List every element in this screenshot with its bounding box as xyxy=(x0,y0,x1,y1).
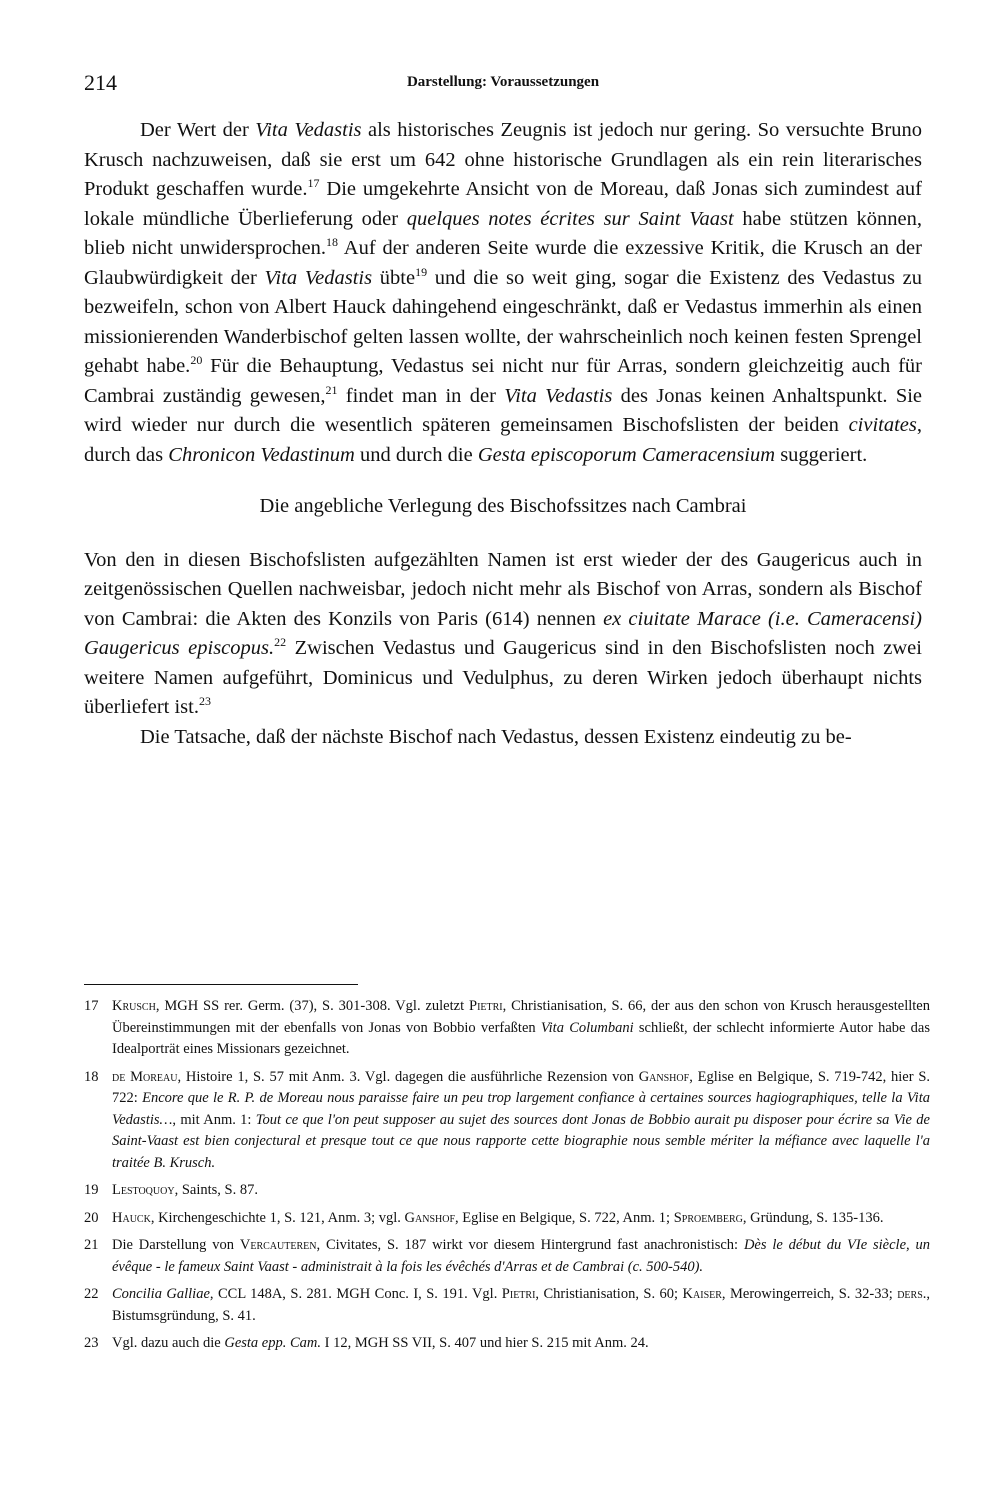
footnote-number: 23 xyxy=(84,1335,99,1351)
footnote-text: de Moreau, Histoire 1, S. 57 mit Anm. 3. Vgl. dagegen die ausführliche Rezension von Ganshof, Eglise en Belgique, S. 719-742, hier S. 722: Encore que le R. P. de Moreau nous paraisse faire un peu trop largement confiance à certaines sources hagiographiques, telle la Vita Vedastis…, mit Anm. 1: Tout ce que l'on peut supposer au sujet des sources dont Jonas de Bobbio aurait pu disposer pour écrire sa Vie de Saint-Vaast est bien conjectural et presque tout ce que nous rapporte cette biographie nous semble mériter la méfiance avec laquelle l'a traitée B. Krusch. xyxy=(112,1068,931,1171)
italic-text: Vita Vedastis xyxy=(504,384,613,407)
footnote-number: 18 xyxy=(84,1068,99,1085)
footnote xyxy=(84,1284,930,1327)
italic-text: civitates xyxy=(848,414,917,436)
section-heading: Die angebliche Verlegung des Bischofssitzes nach Cambrai xyxy=(259,495,747,517)
footnote-text: Die Darstellung von Vercauteren, Civitates, S. 187 wirkt vor diesem Hintergrund fast anachronistisch: Dès le début du VIe siècle, un évêque - le fameux Saint Vaast - administrait à la fois les évêchés d'Arras et de Cambrai (c. 500-540). xyxy=(112,1237,930,1275)
footnote xyxy=(84,1208,930,1230)
paragraph: Der Wert der Vita Vedastis als historisches Zeugnis ist jedoch nur gering. So versuchte Bruno Krusch nachzuweisen, daß sie erst um 642 ohne historische Grundlagen als ein rein literarisches Produkt geschaffen wurde.$^{17}$ Die umgekehrte Ansicht von de Moreau, daß Jonas sich zumindest auf lokale mündliche Überlieferung oder quelques notes écrites sur Saint Vaast habe stützen können, blieb nicht unwidersprochen.$^{18}$ Auf der anderen Seite wurde die exzessive Kritik, die Krusch an der Glaubwürdigkeit der Vita Vedastis übte$^{19}$ und die so weit ging, sogar die Existenz des Vedastus zu bezweifeln, schon von Albert Hauck dahingehend eingeschränkt, daß er Vedastus immerhin als einen missionierenden Wanderbischof gelten lassen wollte, der wahrscheinlich noch keinen festen Sprengel gehabt habe.$^{20}$ Für die Behauptung, Vedastus sei nicht nur für Arras, sondern gleichzeitig auch für Cambrai zuständig gewesen,$^{21}$ findet man in der Vita Vedastis des Jonas keinen Anhaltspunkt. Sie wird wieder nur durch die wesentlich späteren gemeinsamen Bischofslisten der beiden civitates, durch das Chronicon Vedastinum und durch die Gesta episcoporum Cameracensium suggeriert. xyxy=(84,119,923,466)
footnote-reference: 19 xyxy=(415,264,428,279)
author-name: Krusch xyxy=(112,998,156,1014)
footnote-separator xyxy=(84,984,358,985)
italic-text: quelques notes écrites sur Saint Vaast xyxy=(406,207,734,230)
footnotes xyxy=(84,996,930,1361)
author-name: Vercauteren xyxy=(239,1237,317,1253)
footnote xyxy=(84,1333,930,1355)
footnote-number: 21 xyxy=(84,1237,99,1253)
author-name: de Moreau xyxy=(112,1068,178,1085)
paragraph: Von den in diesen Bischofslisten aufgezählten Namen ist erst wieder der des Gaugericus auch in zeitgenössischen Quellen nachweisbar, jedoch nicht mehr als Bischof von Arras, sondern als Bischof von Cambrai: die Akten des Konzils von Paris (614) nennen ex ciuitate Marace (i.e. Cameracensi) Gaugericus episcopus.$^{22}$ Zwischen Vedastus und Gaugericus sind in den Bischofslisten noch zwei weitere Namen aufgeführt, Dominicus und Vedulphus, zu deren Wirken jedoch überhaupt nichts überliefert ist.$^{23}$ xyxy=(84,548,922,718)
footnote-reference: 21 xyxy=(325,382,338,397)
page-header xyxy=(84,70,922,100)
footnote-text: Lestoquoy, Saints, S. 87. xyxy=(112,1182,258,1198)
italic-text: Encore que le R. P. de Moreau nous paraisse faire un peu trop largement confiance à certaines sources hagiographiques, telle la Vita Vedastis… xyxy=(112,1090,930,1128)
footnote-reference: 17 xyxy=(307,176,320,190)
footnote-text: Krusch, MGH SS rer. Germ. (37), S. 301-308. Vgl. zuletzt Pietri, Christianisation, S. 66, der aus den schon von Krusch herausgestellten Übereinstimmungen mit der ebenfalls von Jonas von Bobbio verfaßten Vita Columbani schließt, der schlecht informierte Autor habe das Idealporträt eines Missionars gezeichnet. xyxy=(112,998,931,1057)
italic-text: Dès le début du VIe siècle, un évêque - le fameux Saint Vaast - administrait à la fois les évêchés d'Arras et de Cambrai (c. 500-540). xyxy=(112,1237,930,1275)
italic-text: Vita Vedastis xyxy=(255,119,362,141)
author-name: Lestoquoy xyxy=(112,1182,175,1198)
footnote-text: Hauck, Kirchengeschichte 1, S. 121, Anm. 3; vgl. Ganshof, Eglise en Belgique, S. 722, Anm. 1; Sproemberg, Gründung, S. 135-136. xyxy=(112,1209,884,1226)
body-text xyxy=(84,116,922,752)
italic-text: Chronicon Vedastinum xyxy=(168,443,355,466)
author-name: Sproemberg xyxy=(673,1209,743,1226)
footnote-reference: 23 xyxy=(198,694,211,708)
italic-text: Gesta episcoporum Cameracensium xyxy=(477,443,776,466)
author-name: Ganshof xyxy=(404,1209,456,1226)
author-name: Ganshof xyxy=(638,1068,690,1085)
running-head: Darstellung: Voraussetzungen xyxy=(406,74,600,90)
italic-text: Gesta epp. Cam. xyxy=(224,1335,322,1351)
footnote-text: Concilia Galliae, CCL 148A, S. 281. MGH Conc. I, S. 191. Vgl. Pietri, Christianisation, S. 60; Kaiser, Merowingerreich, S. 32-33; ders., Bistumsgründung, S. 41. xyxy=(112,1286,930,1324)
footnote-text: Vgl. dazu auch die Gesta epp. Cam. I 12, MGH SS VII, S. 407 und hier S. 215 mit Anm. 24. xyxy=(112,1335,649,1351)
italic-text: Tout ce que l'on peut supposer au sujet des sources dont Jonas de Bobbio aurait pu disposer pour écrire sa Vie de Saint-Vaast est bien conjectural et presque tout ce que nous rapporte cette biographie nous semble mériter la méfiance avec laquelle l'a traitée B. Krusch. xyxy=(112,1111,930,1171)
footnote-number: 20 xyxy=(84,1209,99,1226)
footnote-number: 22 xyxy=(84,1286,99,1302)
author-name: Pietri xyxy=(501,1286,536,1302)
footnote xyxy=(84,1235,930,1278)
italic-text: ex ciuitate Marace (i.e. Cameracensi) Gaugericus episcopus. xyxy=(84,607,922,659)
footnote-number: 19 xyxy=(84,1182,99,1198)
author-name: Hauck xyxy=(112,1209,151,1226)
author-name: Pietri xyxy=(469,998,503,1014)
author-name: ders. xyxy=(897,1286,927,1302)
page-number: 214 xyxy=(84,70,117,95)
footnote xyxy=(84,1067,930,1175)
footnote-reference: 18 xyxy=(326,235,339,249)
footnote-reference: 20 xyxy=(190,353,203,367)
italic-text: Vita Vedastis xyxy=(264,266,373,289)
italic-text: Concilia Galliae xyxy=(112,1286,210,1302)
paragraph: Die Tatsache, daß der nächste Bischof nach Vedastus, dessen Existenz eindeutig zu be- xyxy=(140,725,852,748)
footnote xyxy=(84,1180,930,1202)
footnote-number: 17 xyxy=(84,998,99,1014)
footnote-reference: 22 xyxy=(274,635,287,649)
italic-text: Vita Columbani xyxy=(540,1019,634,1036)
footnote xyxy=(84,996,930,1061)
author-name: Kaiser xyxy=(682,1286,722,1302)
